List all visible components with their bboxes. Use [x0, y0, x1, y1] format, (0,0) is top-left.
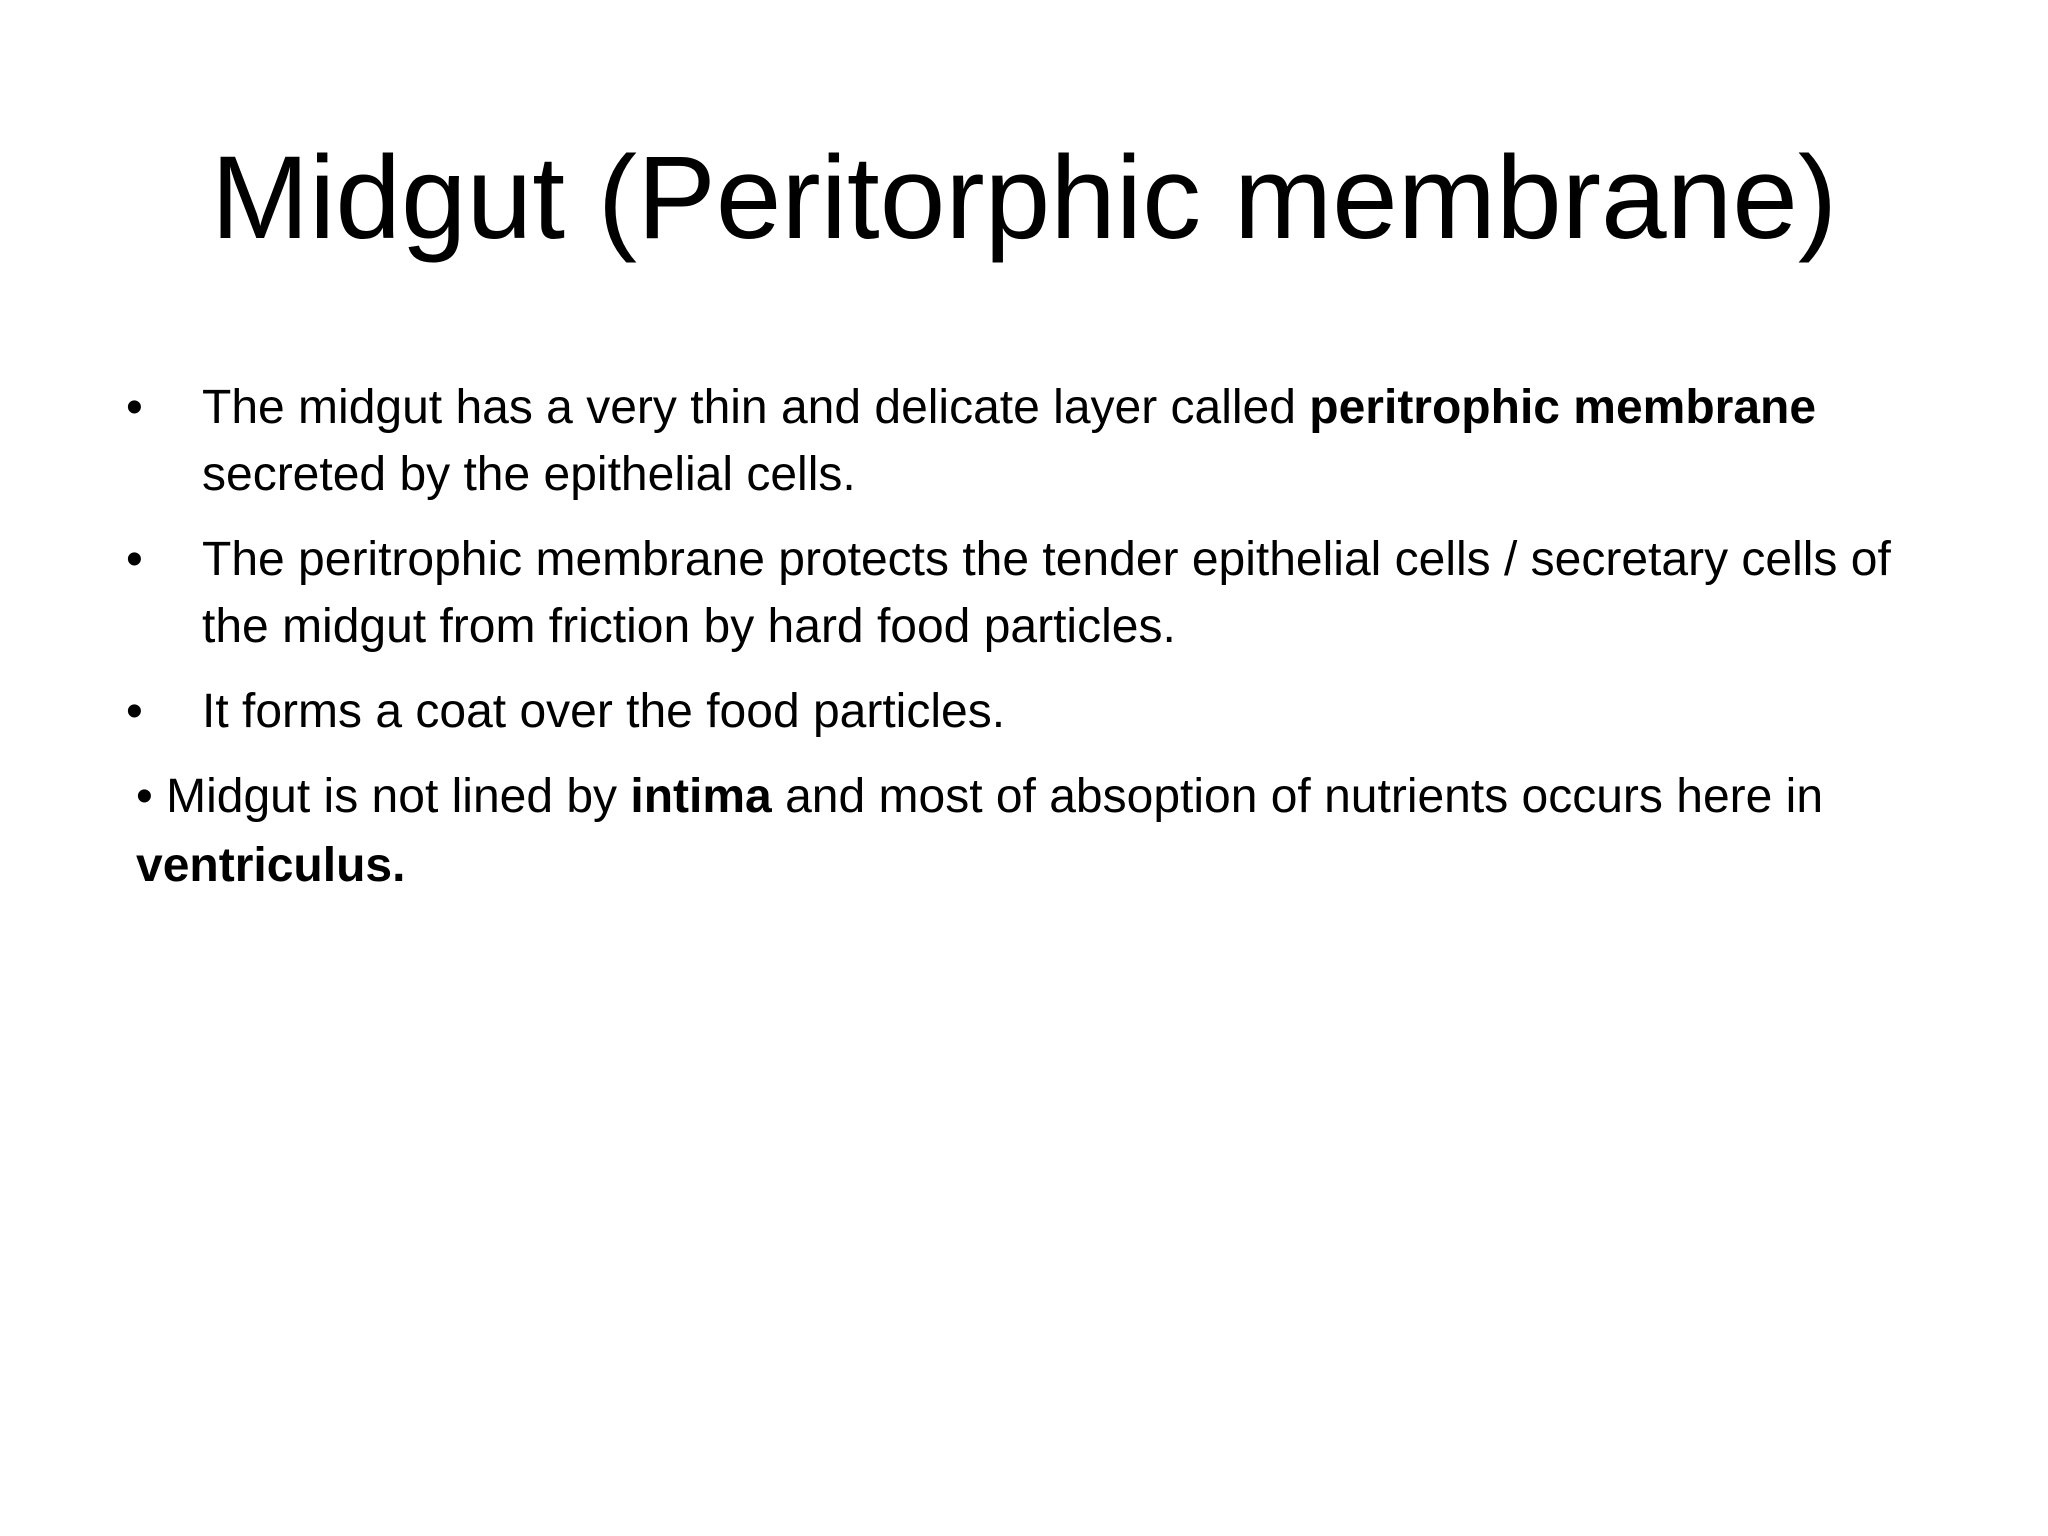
slide-title: Midgut (Peritorphic membrane) [210, 132, 1838, 264]
bullet-icon: • [126, 533, 143, 586]
paragraph-text: • Midgut is not lined by [136, 770, 631, 823]
midgut-paragraph [136, 762, 1916, 900]
bullet-list [120, 374, 1940, 763]
bullet-text: The peritrophic membrane protects the tender epithelial cells / secretary cells of the midgut from friction by hard food particles. [202, 533, 1891, 653]
paragraph-bold-term: intima [630, 770, 772, 823]
bullet-icon: • [126, 381, 143, 434]
bullet-bold-term: peritrophic membrane [1309, 381, 1817, 434]
bullet-item [120, 678, 1940, 745]
paragraph-bold-term: ventriculus. [136, 839, 406, 892]
bullet-text: It forms a coat over the food particles. [202, 685, 1006, 738]
bullet-item [120, 526, 1940, 660]
bullet-icon: • [126, 685, 143, 738]
bullet-item [120, 374, 1940, 508]
bullet-text: secreted by the epithelial cells. [202, 448, 856, 501]
bullet-text: The midgut has a very thin and delicate layer called [202, 381, 1310, 434]
paragraph-text: and most of absoption of nutrients occurs here in [771, 770, 1824, 823]
